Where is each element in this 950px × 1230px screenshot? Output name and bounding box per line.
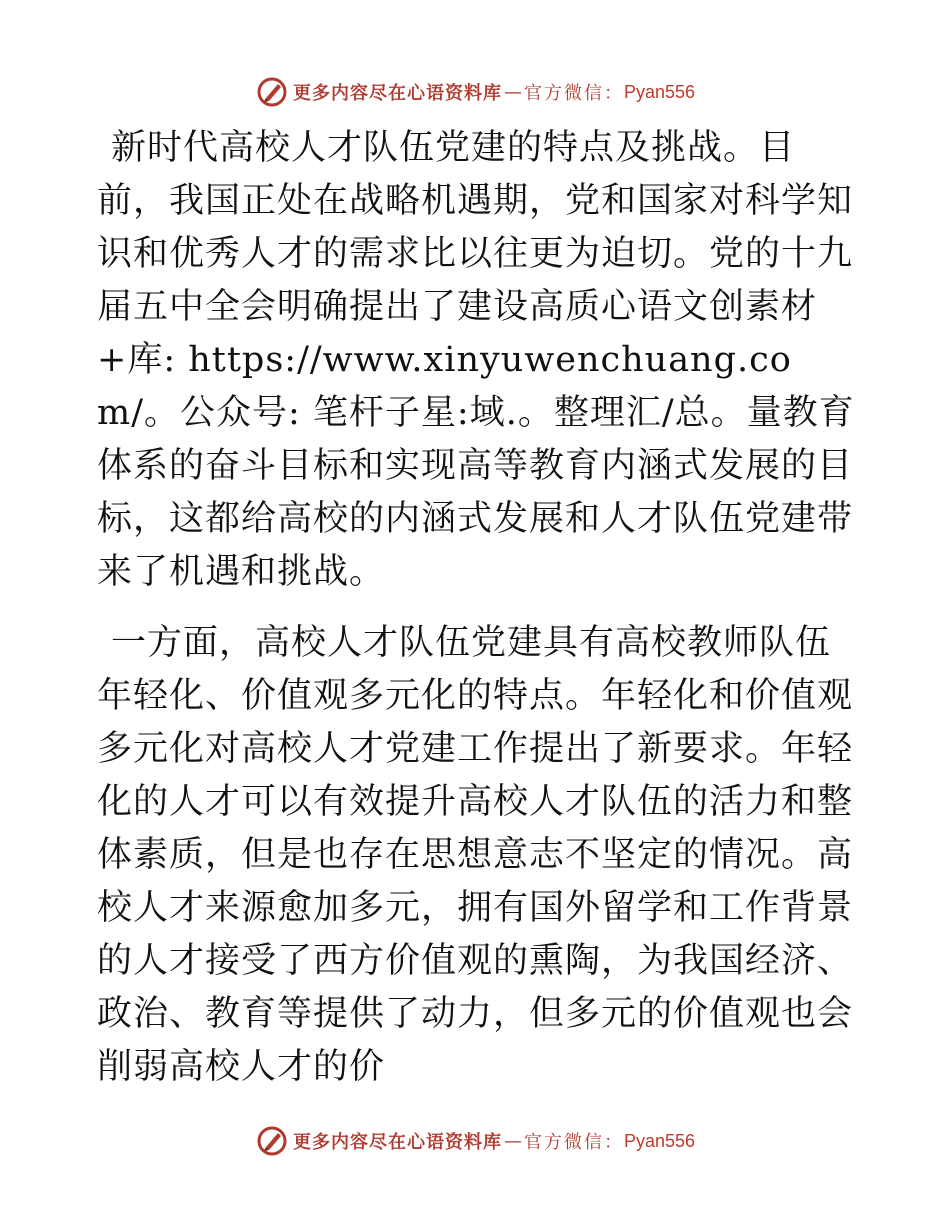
pen-logo-icon	[255, 75, 289, 109]
paragraph-1: 新时代高校人才队伍党建的特点及挑战。目前，我国正处在战略机遇期，党和国家对科学知识和优秀人才的需求比以往更为迫切。党的十九届五中全会明确提出了建设高质心语文创素材+库: https://www.xinyuwenchuang.com/。公众号: 笔杆子星:域.。整理汇/总。量教育体系的奋斗目标和实现高等教育内涵式发展的目标，这都给高校的内涵式发展和人才队伍党建带来了机遇和挑战。	[97, 128, 855, 592]
watermark-main-text: 更多内容尽在心语资料库	[292, 83, 502, 104]
watermark-label: 官方微信：	[523, 83, 624, 104]
watermark-separator: —	[503, 1130, 522, 1152]
watermark-wechat-id: Pyan556	[623, 81, 696, 102]
watermark-label: 官方微信：	[523, 1132, 624, 1153]
watermark-wechat-id: Pyan556	[623, 1130, 696, 1151]
footer-watermark	[0, 1121, 950, 1161]
header-watermark	[0, 72, 950, 112]
paragraph-2: 一方面，高校人才队伍党建具有高校教师队伍年轻化、价值观多元化的特点。年轻化和价值观多元化对高校人才党建工作提出了新要求。年轻化的人才可以有效提升高校人才队伍的活力和整体素质，但是也存在思想意志不坚定的情况。高校人才来源愈加多元，拥有国外留学和工作背景的人才接受了西方价值观的熏陶，为我国经济、政治、教育等提供了动力，但多元的价值观也会削弱高校人才的价	[97, 623, 854, 1087]
document-body	[97, 122, 857, 1094]
watermark-main-text: 更多内容尽在心语资料库	[292, 1132, 502, 1153]
pen-logo-icon	[255, 1124, 289, 1158]
watermark-separator: —	[503, 81, 522, 103]
